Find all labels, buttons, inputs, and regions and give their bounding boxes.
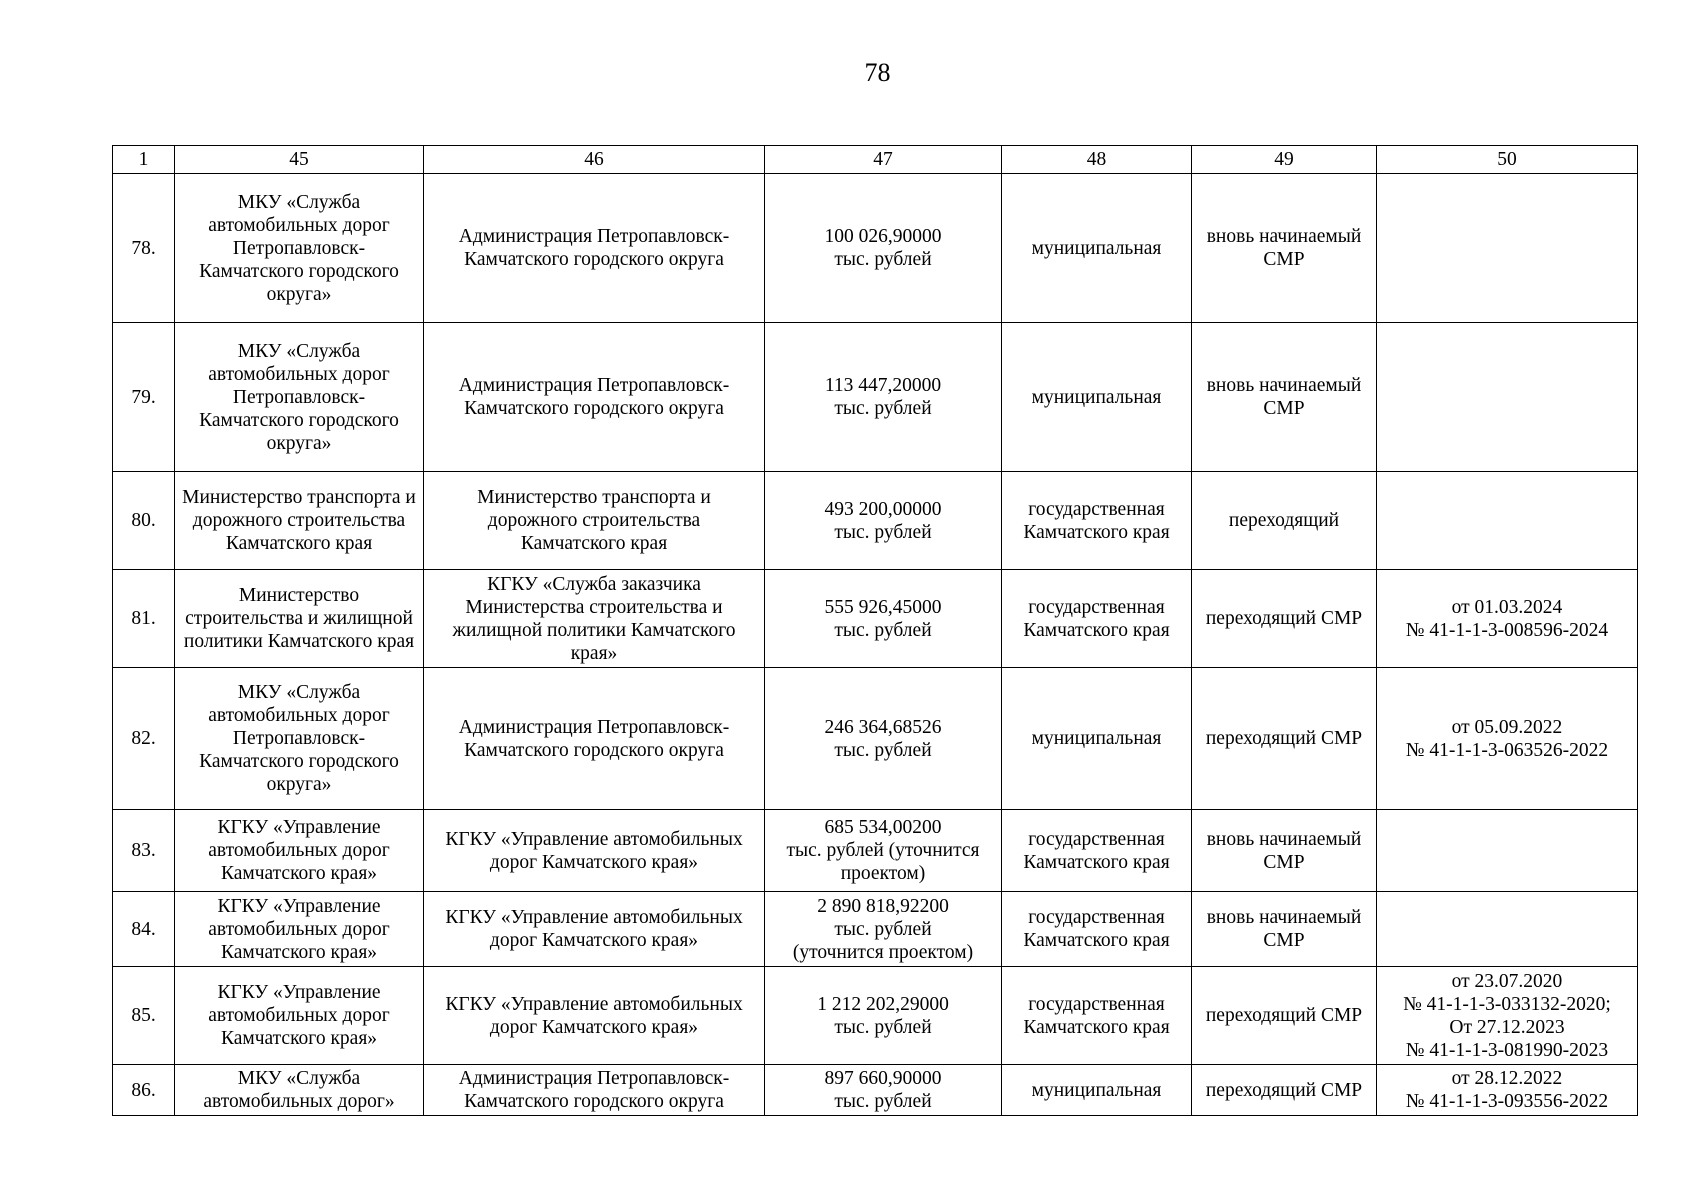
- expertise-cell: от 23.07.2020 № 41-1-1-3-033132-2020; От 27.12.2023 № 41-1-1-3-081990-2023: [1377, 967, 1638, 1065]
- stage-cell: переходящий СМР: [1192, 1065, 1377, 1116]
- cost-cell: 100 026,90000 тыс. рублей: [765, 174, 1002, 323]
- developer-cell: Министерство транспорта и дорожного строительства Камчатского края: [424, 472, 765, 570]
- stage-cell: вновь начинаемый СМР: [1192, 810, 1377, 892]
- ownership-cell: государственная Камчатского края: [1002, 570, 1192, 668]
- header-cell: 50: [1377, 146, 1638, 174]
- cost-cell: 246 364,68526 тыс. рублей: [765, 668, 1002, 810]
- table-row: [113, 668, 1638, 810]
- expertise-cell: от 28.12.2022 № 41-1-1-3-093556-2022: [1377, 1065, 1638, 1116]
- expertise-cell: [1377, 892, 1638, 967]
- customer-cell: КГКУ «Управление автомобильных дорог Камчатского края»: [175, 892, 424, 967]
- customer-cell: МКУ «Служба автомобильных дорог»: [175, 1065, 424, 1116]
- cost-cell: 555 926,45000 тыс. рублей: [765, 570, 1002, 668]
- cost-cell: 897 660,90000 тыс. рублей: [765, 1065, 1002, 1116]
- cost-cell: 493 200,00000 тыс. рублей: [765, 472, 1002, 570]
- table-row: [113, 892, 1638, 967]
- header-cell: 49: [1192, 146, 1377, 174]
- customer-cell: МКУ «Служба автомобильных дорог Петропавловск- Камчатского городского округа»: [175, 323, 424, 472]
- ownership-cell: государственная Камчатского края: [1002, 967, 1192, 1065]
- expertise-cell: [1377, 472, 1638, 570]
- stage-cell: вновь начинаемый СМР: [1192, 323, 1377, 472]
- expertise-cell: от 05.09.2022 № 41-1-1-3-063526-2022: [1377, 668, 1638, 810]
- expertise-cell: от 01.03.2024 № 41-1-1-3-008596-2024: [1377, 570, 1638, 668]
- table-row: [113, 967, 1638, 1065]
- row-number-cell: 80.: [113, 472, 175, 570]
- table-row: [113, 810, 1638, 892]
- header-row: [113, 146, 1638, 174]
- expertise-cell: [1377, 323, 1638, 472]
- stage-cell: переходящий СМР: [1192, 570, 1377, 668]
- ownership-cell: муниципальная: [1002, 174, 1192, 323]
- ownership-cell: муниципальная: [1002, 668, 1192, 810]
- customer-cell: Министерство строительства и жилищной политики Камчатского края: [175, 570, 424, 668]
- row-number-cell: 83.: [113, 810, 175, 892]
- developer-cell: Администрация Петропавловск- Камчатского городского округа: [424, 668, 765, 810]
- table-row: [113, 323, 1638, 472]
- row-number-cell: 78.: [113, 174, 175, 323]
- developer-cell: КГКУ «Управление автомобильных дорог Камчатского края»: [424, 892, 765, 967]
- developer-cell: КГКУ «Управление автомобильных дорог Камчатского края»: [424, 810, 765, 892]
- table-row: [113, 1065, 1638, 1116]
- customer-cell: Министерство транспорта и дорожного строительства Камчатского края: [175, 472, 424, 570]
- ownership-cell: государственная Камчатского края: [1002, 472, 1192, 570]
- row-number-cell: 86.: [113, 1065, 175, 1116]
- developer-cell: Администрация Петропавловск- Камчатского городского округа: [424, 1065, 765, 1116]
- stage-cell: вновь начинаемый СМР: [1192, 174, 1377, 323]
- stage-cell: переходящий СМР: [1192, 967, 1377, 1065]
- data-table: [112, 145, 1638, 1116]
- customer-cell: МКУ «Служба автомобильных дорог Петропавловск- Камчатского городского округа»: [175, 668, 424, 810]
- ownership-cell: государственная Камчатского края: [1002, 810, 1192, 892]
- stage-cell: переходящий: [1192, 472, 1377, 570]
- ownership-cell: государственная Камчатского края: [1002, 892, 1192, 967]
- row-number-cell: 85.: [113, 967, 175, 1065]
- page-number: 78: [864, 58, 891, 87]
- row-number-cell: 81.: [113, 570, 175, 668]
- table-row: [113, 174, 1638, 323]
- expertise-cell: [1377, 174, 1638, 323]
- developer-cell: КГКУ «Управление автомобильных дорог Камчатского края»: [424, 967, 765, 1065]
- header-cell: 48: [1002, 146, 1192, 174]
- row-number-cell: 82.: [113, 668, 175, 810]
- stage-cell: переходящий СМР: [1192, 668, 1377, 810]
- cost-cell: 113 447,20000 тыс. рублей: [765, 323, 1002, 472]
- header-cell: 47: [765, 146, 1002, 174]
- developer-cell: Администрация Петропавловск- Камчатского городского округа: [424, 174, 765, 323]
- developer-cell: КГКУ «Служба заказчика Министерства строительства и жилищной политики Камчатского края»: [424, 570, 765, 668]
- header-cell: 46: [424, 146, 765, 174]
- customer-cell: КГКУ «Управление автомобильных дорог Камчатского края»: [175, 967, 424, 1065]
- header-cell: 45: [175, 146, 424, 174]
- table-row: [113, 472, 1638, 570]
- row-number-cell: 84.: [113, 892, 175, 967]
- customer-cell: КГКУ «Управление автомобильных дорог Камчатского края»: [175, 810, 424, 892]
- header-cell: 1: [113, 146, 175, 174]
- ownership-cell: муниципальная: [1002, 1065, 1192, 1116]
- cost-cell: 1 212 202,29000 тыс. рублей: [765, 967, 1002, 1065]
- row-number-cell: 79.: [113, 323, 175, 472]
- table-row: [113, 570, 1638, 668]
- expertise-cell: [1377, 810, 1638, 892]
- ownership-cell: муниципальная: [1002, 323, 1192, 472]
- cost-cell: 2 890 818,92200 тыс. рублей (уточнится проектом): [765, 892, 1002, 967]
- cost-cell: 685 534,00200 тыс. рублей (уточнится проектом): [765, 810, 1002, 892]
- stage-cell: вновь начинаемый СМР: [1192, 892, 1377, 967]
- developer-cell: Администрация Петропавловск- Камчатского городского округа: [424, 323, 765, 472]
- customer-cell: МКУ «Служба автомобильных дорог Петропавловск- Камчатского городского округа»: [175, 174, 424, 323]
